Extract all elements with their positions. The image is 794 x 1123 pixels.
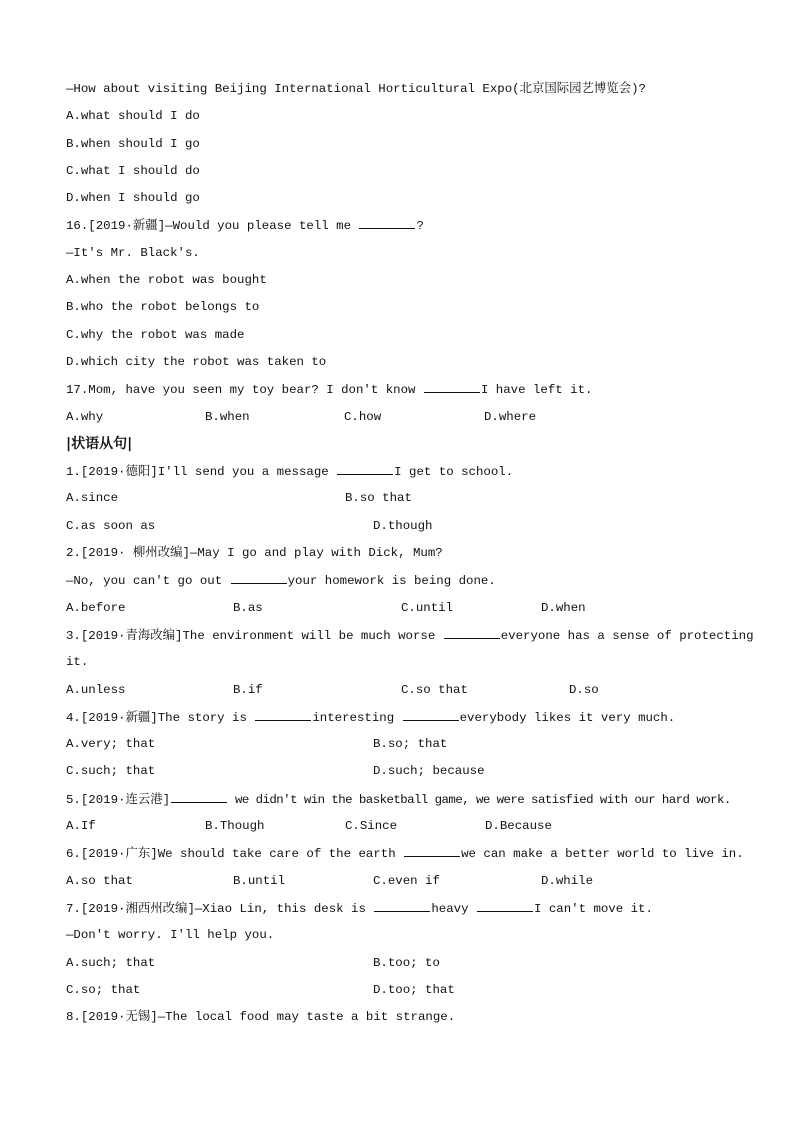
dialogue-line <box>66 926 746 953</box>
option-line <box>66 298 746 325</box>
question-text: ? <box>416 219 424 234</box>
option-b: B.so that <box>345 491 412 506</box>
question-text: 17.Mom, have you seen my toy bear? I don't know <box>66 383 423 398</box>
answer-blank <box>359 216 415 229</box>
question-text: heavy <box>431 901 476 916</box>
option-a: A.If <box>66 819 96 834</box>
question-5 <box>66 790 746 817</box>
option-c: C.even if <box>373 873 440 888</box>
option-b: B.so; that <box>373 737 448 752</box>
option-line <box>66 271 746 298</box>
dialogue-text: —No, you can't go out <box>66 574 230 589</box>
option-c: C.such; that <box>66 764 156 779</box>
option-d: D.too; that <box>373 982 455 997</box>
option-c: C.Since <box>345 819 398 834</box>
options-row <box>66 981 746 1008</box>
answer-blank <box>337 462 393 475</box>
options-row <box>66 681 746 708</box>
option-a: A.when the robot was bought <box>66 273 267 288</box>
answer-blank <box>477 899 533 912</box>
question-text: I have left it. <box>480 383 593 398</box>
question-4 <box>66 708 746 735</box>
option-d: D.when <box>541 600 586 615</box>
question-text: I get to school. <box>394 465 514 480</box>
answer-blank <box>171 790 227 803</box>
question-text: 6.[2019·广东]We should take care of the earth <box>66 847 404 862</box>
option-line <box>66 135 746 162</box>
option-d: D.where <box>484 409 537 424</box>
question-7 <box>66 899 746 926</box>
dialogue-line <box>66 244 746 271</box>
question-text: 3.[2019·青海改编]The environment will be much worse <box>66 628 443 643</box>
options-row <box>66 735 746 762</box>
question-text: 4.[2019·新疆]The story is <box>66 710 255 725</box>
option-c: C.what I should do <box>66 163 200 178</box>
option-d: D.though <box>373 518 433 533</box>
option-b: B.Though <box>205 819 265 834</box>
option-c: C.how <box>344 409 382 424</box>
question-text: we can make a better world to live in. <box>461 847 744 862</box>
options-row <box>66 599 746 626</box>
section-heading <box>66 435 746 462</box>
question-text: 16.[2019·新疆]—Would you please tell me <box>66 219 359 234</box>
option-line <box>66 107 746 134</box>
question-text: everyone has a sense of protecting <box>500 628 754 643</box>
option-line <box>66 162 746 189</box>
option-d: D.so <box>569 682 599 697</box>
question-line <box>66 80 746 107</box>
answer-blank <box>424 380 480 393</box>
question-6 <box>66 844 746 871</box>
options-row <box>66 872 746 899</box>
answer-blank <box>255 708 311 721</box>
question-text: —How about visiting Beijing International Horticultural Expo(北京国际园艺博览会)? <box>66 82 646 96</box>
question-text: it. <box>66 655 89 670</box>
option-line <box>66 326 746 353</box>
answer-blank <box>444 626 500 639</box>
option-b: B.when should I go <box>66 136 200 151</box>
question-text: 5.[2019·连云港] <box>66 792 171 807</box>
question-text: interesting <box>312 710 402 725</box>
question-text: 1.[2019·德阳]I'll send you a message <box>66 465 337 480</box>
question-16 <box>66 216 746 243</box>
option-a: A.since <box>66 491 119 506</box>
question-text: I can't move it. <box>533 901 653 916</box>
option-b: B.when <box>205 409 250 424</box>
options-row <box>66 408 746 435</box>
question-17 <box>66 380 746 407</box>
dialogue-text: —It's Mr. Black's. <box>66 245 200 260</box>
option-c: C.as soon as <box>66 518 156 533</box>
option-a: A.very; that <box>66 737 156 752</box>
option-d: D.which city the robot was taken to <box>66 354 327 369</box>
option-b: B.who the robot belongs to <box>66 300 260 315</box>
answer-blank <box>404 844 460 857</box>
worksheet-page <box>66 80 754 1035</box>
option-c: C.so that <box>401 682 468 697</box>
question-text: 2.[2019· 柳州改编]—May I go and play with Dick, Mum? <box>66 546 443 561</box>
option-c: C.so; that <box>66 982 141 997</box>
question-2 <box>66 544 746 571</box>
options-row <box>66 762 746 789</box>
option-d: D.when I should go <box>66 191 200 206</box>
option-a: A.such; that <box>66 955 156 970</box>
option-line <box>66 189 746 216</box>
answer-blank <box>231 571 287 584</box>
answer-blank <box>403 708 459 721</box>
option-a: A.what should I do <box>66 109 200 124</box>
option-b: B.if <box>233 682 263 697</box>
dialogue-line <box>66 571 746 598</box>
question-8 <box>66 1008 746 1035</box>
option-c: C.until <box>401 600 454 615</box>
option-b: B.too; to <box>373 955 440 970</box>
dialogue-text: your homework is being done. <box>287 574 496 589</box>
question-text: 8.[2019·无锡]—The local food may taste a bit strange. <box>66 1010 456 1025</box>
question-3 <box>66 626 754 653</box>
question-text: we didn't win the basketball game, we were satisfied with our hard work. <box>228 792 731 807</box>
question-1 <box>66 462 746 489</box>
options-row <box>66 817 746 844</box>
options-row <box>66 517 746 544</box>
option-a: A.before <box>66 600 126 615</box>
answer-blank <box>374 899 430 912</box>
section-title: |状语从句| <box>66 435 133 452</box>
option-a: A.unless <box>66 682 126 697</box>
options-row <box>66 954 746 981</box>
option-d: D.while <box>541 873 594 888</box>
option-line <box>66 353 746 380</box>
option-a: A.so that <box>66 873 133 888</box>
dialogue-text: —Don't worry. I'll help you. <box>66 928 275 943</box>
option-a: A.why <box>66 409 104 424</box>
option-b: B.until <box>233 873 286 888</box>
question-text: everybody likes it very much. <box>459 710 676 725</box>
question-text: 7.[2019·湘西州改编]—Xiao Lin, this desk is <box>66 901 374 916</box>
option-b: B.as <box>233 600 263 615</box>
question-3-continued <box>66 653 746 680</box>
options-row <box>66 489 746 516</box>
option-d: D.Because <box>485 819 552 834</box>
option-c: C.why the robot was made <box>66 327 245 342</box>
option-d: D.such; because <box>373 764 485 779</box>
